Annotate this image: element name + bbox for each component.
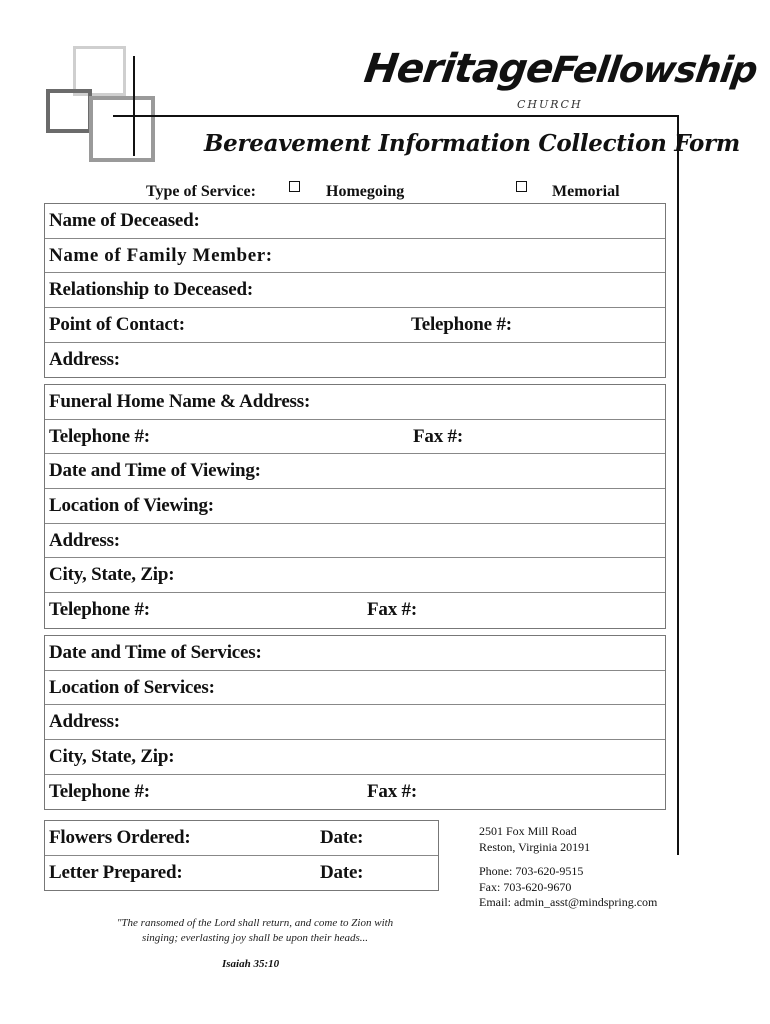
logo-name-part2: Fellowship bbox=[549, 50, 760, 91]
church-phone: Phone: 703-620-9515 bbox=[479, 864, 584, 878]
decorative-square-medium bbox=[89, 96, 155, 162]
services-section bbox=[44, 635, 666, 810]
services-city-field[interactable] bbox=[45, 740, 665, 775]
funeral-home-telephone-label: Telephone #: bbox=[49, 425, 150, 447]
scripture-citation: Isaiah 35:10 bbox=[222, 958, 280, 970]
services-city-label: City, State, Zip: bbox=[49, 745, 175, 767]
viewing-datetime-label: Date and Time of Viewing: bbox=[49, 460, 261, 482]
header-rule bbox=[113, 115, 678, 117]
office-use-section bbox=[44, 820, 439, 891]
services-datetime-label: Date and Time of Services: bbox=[49, 641, 262, 663]
address-label: Address: bbox=[49, 349, 120, 371]
relationship-label: Relationship to Deceased: bbox=[49, 279, 253, 301]
service-type-label: Type of Service: bbox=[146, 183, 256, 200]
letter-date-label: Date: bbox=[320, 862, 364, 884]
viewing-address-field[interactable] bbox=[45, 524, 665, 559]
services-phone-field[interactable] bbox=[45, 775, 665, 810]
funeral-home-fax-label: Fax #: bbox=[413, 425, 463, 447]
flowers-field[interactable] bbox=[45, 821, 438, 856]
logo-name-part1: Heritage bbox=[361, 46, 556, 92]
church-address bbox=[479, 824, 590, 855]
memorial-label: Memorial bbox=[552, 183, 620, 200]
point-of-contact-label: Point of Contact: bbox=[49, 313, 185, 335]
church-logo bbox=[360, 46, 760, 102]
flowers-date-label: Date: bbox=[320, 826, 364, 848]
viewing-datetime-field[interactable] bbox=[45, 454, 665, 489]
quote-line1: "The ransomed of the Lord shall return, and come to Zion with bbox=[116, 917, 394, 929]
viewing-address-label: Address: bbox=[49, 529, 120, 551]
homegoing-checkbox[interactable] bbox=[289, 181, 300, 192]
funeral-home-field[interactable] bbox=[45, 385, 665, 420]
viewing-location-field[interactable] bbox=[45, 489, 665, 524]
name-family-field[interactable] bbox=[45, 239, 665, 274]
decorative-vertical-line bbox=[133, 56, 135, 156]
quote-line2: singing; everlasting joy shall be upon their heads... bbox=[141, 932, 369, 944]
church-email: Email: admin_asst@mindspring.com bbox=[479, 895, 658, 909]
funeral-home-phone-field[interactable] bbox=[45, 420, 665, 455]
services-datetime-field[interactable] bbox=[45, 636, 665, 671]
address-field[interactable] bbox=[45, 343, 665, 378]
letter-label: Letter Prepared: bbox=[49, 862, 183, 884]
funeral-home-section bbox=[44, 384, 666, 629]
scripture-quote bbox=[90, 916, 420, 946]
flowers-label: Flowers Ordered: bbox=[49, 826, 191, 848]
services-address-field[interactable] bbox=[45, 705, 665, 740]
services-fax-label: Fax #: bbox=[367, 781, 417, 803]
homegoing-label: Homegoing bbox=[326, 183, 405, 200]
right-rule bbox=[677, 115, 679, 855]
services-address-label: Address: bbox=[49, 711, 120, 733]
viewing-location-label: Location of Viewing: bbox=[49, 494, 214, 516]
services-location-field[interactable] bbox=[45, 671, 665, 706]
letter-field[interactable] bbox=[45, 856, 438, 891]
address-line1: 2501 Fox Mill Road bbox=[479, 824, 577, 838]
name-family-label: Name of Family Member: bbox=[49, 244, 273, 266]
viewing-city-label: City, State, Zip: bbox=[49, 564, 175, 586]
funeral-home-label: Funeral Home Name & Address: bbox=[49, 390, 311, 412]
logo-subtitle: CHURCH bbox=[517, 98, 583, 111]
services-location-label: Location of Services: bbox=[49, 676, 215, 698]
church-contact bbox=[479, 864, 657, 911]
services-telephone-label: Telephone #: bbox=[49, 781, 150, 803]
contact-telephone-label: Telephone #: bbox=[411, 313, 512, 335]
viewing-fax-label: Fax #: bbox=[367, 599, 417, 621]
memorial-checkbox[interactable] bbox=[516, 181, 527, 192]
name-deceased-field[interactable] bbox=[45, 204, 665, 239]
viewing-telephone-label: Telephone #: bbox=[49, 599, 150, 621]
viewing-city-field[interactable] bbox=[45, 558, 665, 593]
deceased-info-section bbox=[44, 203, 666, 378]
name-deceased-label: Name of Deceased: bbox=[49, 209, 200, 231]
viewing-phone-field[interactable] bbox=[45, 593, 665, 628]
page-title: Bereavement Information Collection Form bbox=[204, 130, 740, 157]
decorative-square-dark bbox=[46, 89, 92, 133]
church-fax: Fax: 703-620-9670 bbox=[479, 879, 572, 894]
point-of-contact-field[interactable] bbox=[45, 308, 665, 343]
relationship-field[interactable] bbox=[45, 273, 665, 308]
address-line2: Reston, Virginia 20191 bbox=[479, 839, 591, 854]
